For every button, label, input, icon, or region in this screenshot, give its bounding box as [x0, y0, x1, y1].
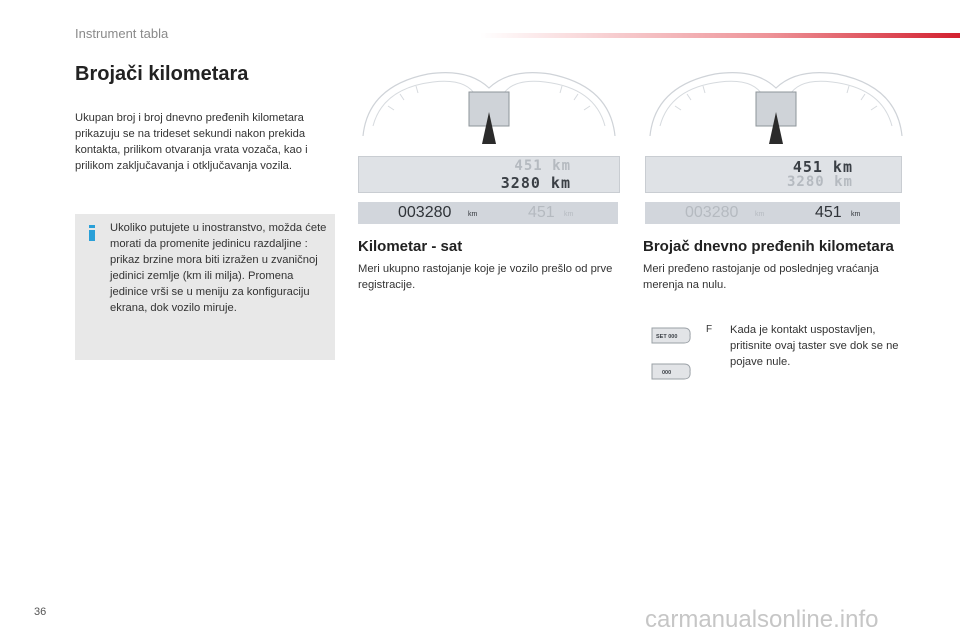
- lcd-total-value: 3280 km: [500, 174, 571, 192]
- odo-trip-value: 451: [528, 204, 555, 221]
- info-icon: [87, 225, 97, 241]
- odometer-strip: [358, 202, 618, 224]
- bullet-marker: F: [706, 324, 713, 335]
- odo-total-value: 003280: [685, 204, 739, 221]
- cluster-dial-drawing: [645, 66, 907, 156]
- section-title: Brojači kilometara: [75, 63, 249, 85]
- bullet-text: Kada je kontakt uspostavljen, pritisnite ovaj taster sve dok se ne pojave nule.: [730, 324, 899, 368]
- odo-total-unit: km: [468, 211, 478, 218]
- odometer-text: Meri ukupno rastojanje koje je vozilo prešlo od prve registracije.: [358, 263, 613, 291]
- odometer-strip: [645, 202, 900, 224]
- cluster-dial-drawing: [358, 66, 620, 156]
- cluster-illustration-total: [358, 66, 620, 226]
- lcd-trip-value: 451 km: [792, 158, 853, 176]
- reset-button-illustration: [650, 362, 692, 381]
- header-accent-bar: [480, 33, 960, 38]
- trip-text: Meri pređeno rastojanje od poslednjeg vraćanja merenja na nulu.: [643, 263, 879, 291]
- reset-button-label: 000: [662, 370, 672, 376]
- info-text: Ukoliko putujete u inostranstvo, možda ćete morati da promenite jedinicu razdaljine : prikaz brzine mora biti izražen u zvaničnoj jedinici zemlje (km ili milja). Promena jedinice vrši se u meniju za konfiguraciju ekrana, dok vozilo miruje.: [110, 222, 327, 314]
- odo-total-value: 003280: [398, 204, 452, 221]
- page-number: 36: [34, 606, 47, 618]
- odo-trip-unit: km: [851, 211, 861, 218]
- lcd-total-value: 3280 km: [786, 174, 853, 190]
- watermark: carmanualsonline.info: [645, 606, 879, 633]
- odometer-title: Kilometar - sat: [358, 238, 463, 255]
- odo-trip-value: 451: [815, 204, 842, 221]
- set-button-illustration: [650, 326, 692, 345]
- lcd-trip-value: 451 km: [514, 158, 571, 174]
- odo-total-unit: km: [755, 211, 765, 218]
- lcd-display: [645, 156, 902, 193]
- lcd-display: [358, 156, 620, 193]
- set-button-label: SET 000: [656, 334, 678, 340]
- trip-title: Brojač dnevno pređenih kilometara: [643, 238, 894, 255]
- chapter-header: Instrument tabla: [75, 26, 169, 41]
- cluster-illustration-trip: [645, 66, 907, 226]
- odo-trip-unit: km: [564, 211, 574, 218]
- intro-paragraph: Ukupan broj i broj dnevno pređenih kilometara prikazuju se na trideset sekundi nakon prekida kontakta, prilikom otvaranja vrata vozača, kao i prilikom zaključavanja i otključavanja vozila.: [75, 112, 308, 172]
